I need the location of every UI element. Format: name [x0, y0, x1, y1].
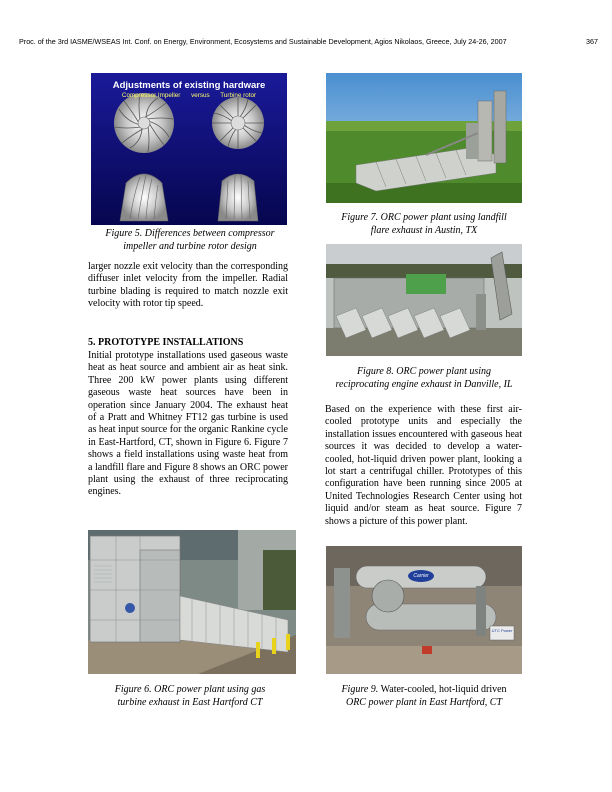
figure-9-label: Figure 9. — [341, 684, 379, 695]
figure-6-caption-line2: turbine exhaust in East Hartford CT — [117, 696, 263, 708]
turbine-rotor-side — [218, 174, 258, 221]
figure-7-caption-line2: flare exhaust in Austin, TX — [370, 224, 478, 236]
figure-9-caption-text: Water-cooled, hot-liquid driven — [378, 684, 507, 695]
slide-title: Adjustments of existing hardware — [112, 80, 266, 91]
figure-6-image — [88, 530, 296, 674]
figure-6-caption-line1: Figure 6. ORC power plant using gas — [114, 684, 266, 695]
figure-8-image — [326, 244, 522, 356]
slide-subtitle — [91, 92, 287, 99]
figure-8-caption — [316, 366, 532, 391]
turbine-rotor-top — [212, 97, 264, 149]
figure-5-image — [91, 73, 287, 225]
left-paragraph-2: Initial prototype installations used gaseous waste heat as heat source and ambient air as heat sink. Three 200 kW power plants using different gaseous waste heat sources have been in operation since January 2004. The exhaust heat of a Pratt and Whitney FT12 gas turbine is used as heat input source for the organic Rankine cycle in East-Hartford, CT, shown in Figure 6. Figure 7 shows a field installations using waste heat from a landfill flare and Figure 8 shows an ORC power plant using the exhaust of three reciprocating engines. — [88, 350, 288, 498]
running-head-text: Proc. of the 3rd IASME/WSEAS Int. Conf. on Energy, Environment, Ecosystems and Sustainable Development, Agios Nikolaos, Greece, July 24-26, 2007 — [19, 37, 507, 46]
utc-power-sign: UTC Power — [491, 628, 513, 633]
figure-6-caption — [80, 684, 300, 709]
page-number: 367 — [586, 37, 598, 46]
figure-9-caption — [316, 684, 532, 709]
figure-8-caption-line2: reciprocating engine exhaust in Danville, IL — [335, 378, 513, 390]
figure-9-caption-line2: ORC power plant in East Hartford, CT — [345, 696, 503, 708]
right-paragraph-1: Based on the experience with these first air-cooled prototype units and especially the installation issues encountered with gaseous heat sources it was decided to develop a water-cooled, hot-liquid driven power plant, looking a lot start a centrifugal chiller. Prototypes of this configuration have been running since 2005 at United Technologies Research Center using hot liquid and/or steam as heat source. Figure 7 shows a picture of this power plant. — [325, 404, 522, 527]
carrier-logo: Carrier — [408, 570, 434, 582]
figure-5-caption-line2: impeller and turbine rotor design — [123, 240, 257, 252]
compressor-impeller-top — [114, 93, 174, 153]
figure-7-caption — [316, 212, 532, 237]
section-heading: 5. PROTOTYPE INSTALLATIONS — [88, 337, 244, 348]
figure-9-image — [326, 546, 522, 674]
figure-5-caption-line1: Figure 5. Differences between compressor — [105, 228, 275, 239]
slide-sub-mid: versus — [191, 92, 210, 99]
slide-sub-right: Turbine rotor — [220, 92, 257, 99]
figure-5-caption — [80, 228, 300, 253]
figure-7-image — [326, 73, 522, 203]
figure-8-caption-line1: Figure 8. ORC power plant using — [356, 366, 492, 377]
slide-sub-left: Compressor Impeller — [121, 92, 181, 99]
left-paragraph-1: larger nozzle exit velocity than the corresponding diffuser inlet velocity from the impeller. Radial turbine blading is required to match nozzle exit velocity with rotor tip speed. — [88, 261, 288, 310]
figure-9-caption-line1 — [316, 684, 532, 697]
figure-7-caption-line1: Figure 7. ORC power plant using landfill — [341, 212, 507, 223]
